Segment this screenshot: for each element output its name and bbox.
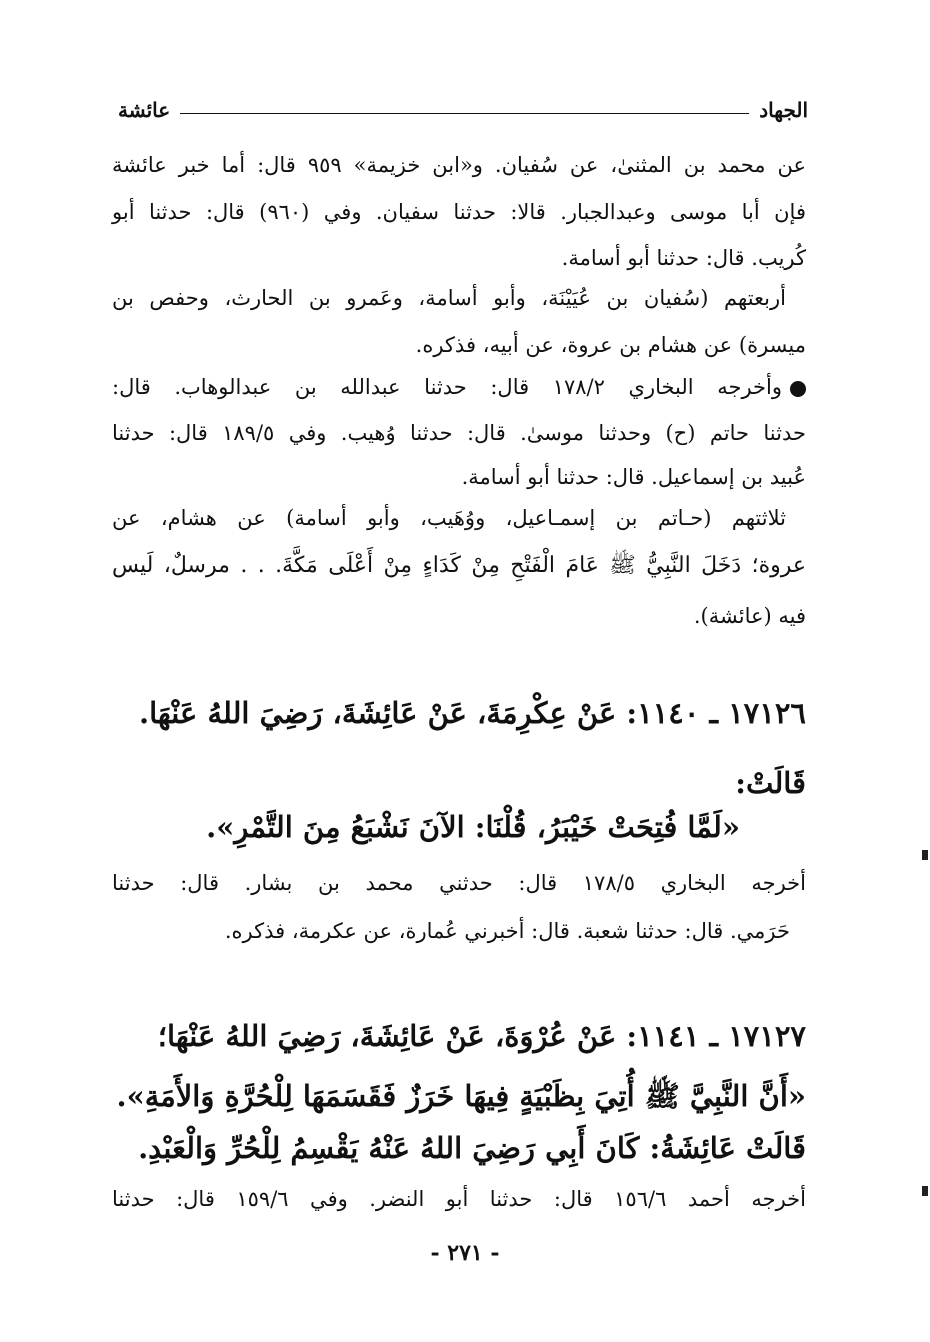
hadith-heading: ١٧١٢٧ ـ ١١٤١: عَنْ عُرْوَةَ، عَنْ عَائِشَةَ، رَضِيَ اللهُ عَنْهَا؛ xyxy=(157,1019,806,1053)
takhrij-line: أخرجه أحمد ١٥٦/٦ قال: حدثنا أبو النضر. وفي ١٥٩/٦ قال: حدثنا xyxy=(112,1187,806,1211)
header-rule xyxy=(180,113,749,114)
text-line: عروة؛ دَخَلَ النَّبِيُّ ﷺ عَامَ الْفَتْحِ مِنْ كَدَاءٍ مِنْ أَعْلَى مَكَّةَ. . . مرسلٌ، لَيس xyxy=(112,553,806,578)
text-line: ميسرة) عن هشام بن عروة، عن أبيه، فذكره. xyxy=(415,333,806,357)
hadith-text: «لَمَّا فُتِحَتْ خَيْبَرُ، قُلْنَا: الآنَ نَشْبَعُ مِنَ التَّمْرِ». xyxy=(206,810,740,844)
text-line: أربعتهم (سُفيان بن عُيَيْنَة، وأبو أسامة، وعَمرو بن الحارث، وحفص بن xyxy=(112,286,786,310)
takhrij-line: حَرَمي. قال: حدثنا شعبة. قال: أخبرني عُمارة، عن عكرمة، فذكره. xyxy=(224,919,790,943)
scan-mark xyxy=(922,1186,928,1196)
hadith-text: قَالَتْ: xyxy=(735,766,806,800)
text-line: عُبيد بن إسماعيل. قال: حدثنا أبو أسامة. xyxy=(461,465,806,489)
hadith-text: قَالَتْ عَائِشَةُ: كَانَ أَبِي رَضِيَ اللهُ عَنْهُ يَقْسِمُ لِلْحُرِّ وَالْعَبْدِ. xyxy=(138,1131,806,1165)
page-number: - ٢٧١ - xyxy=(430,1240,500,1266)
header-chapter-title: الجهاد xyxy=(759,98,808,122)
text-line: فإن أبا موسى وعبدالجبار. قالا: حدثنا سفيان. وفي (٩٦٠) قال: حدثنا أبو xyxy=(112,200,806,224)
takhrij-line: أخرجه البخاري ١٧٨/٥ قال: حدثني محمد بن بشار. قال: حدثنا xyxy=(112,871,806,895)
text-line: كُريب. قال: حدثنا أبو أسامة. xyxy=(561,246,806,270)
text-line: فيه (عائشة). xyxy=(693,604,806,628)
text-line: ثلاثتهم (حـاتم بن إسمـاعيل، ووُهَيب، وأبو أسامة) عن هشام، عن xyxy=(112,506,786,530)
hadith-heading: ١٧١٢٦ ـ ١١٤٠: عَنْ عِكْرِمَةَ، عَنْ عَائِشَةَ، رَضِيَ اللهُ عَنْهَا. xyxy=(139,696,806,730)
header-section-title: عائشة xyxy=(118,98,171,122)
running-header xyxy=(118,88,808,122)
bullet-icon xyxy=(790,381,806,397)
text-line: عن محمد بن المثنىٰ، عن سُفيان. و«ابن خزيمة» ٩٥٩ قال: أما خبر عائشة xyxy=(112,153,806,177)
scan-mark xyxy=(922,850,928,860)
text-line: حدثنا حاتم (ح) وحدثنا موسىٰ. قال: حدثنا وُهيب. وفي ١٨٩/٥ قال: حدثنا xyxy=(112,421,806,445)
hadith-text: «أَنَّ النَّبِيَّ ﷺ أُتِيَ بِظَبْيَةٍ فِيهَا خَرَزٌ فَقَسَمَهَا لِلْحُرَّةِ وَالأَمَةِ». xyxy=(116,1079,806,1113)
text-line: وأخرجه البخاري ١٧٨/٢ قال: حدثنا عبدالله بن عبدالوهاب. قال: xyxy=(112,372,806,402)
